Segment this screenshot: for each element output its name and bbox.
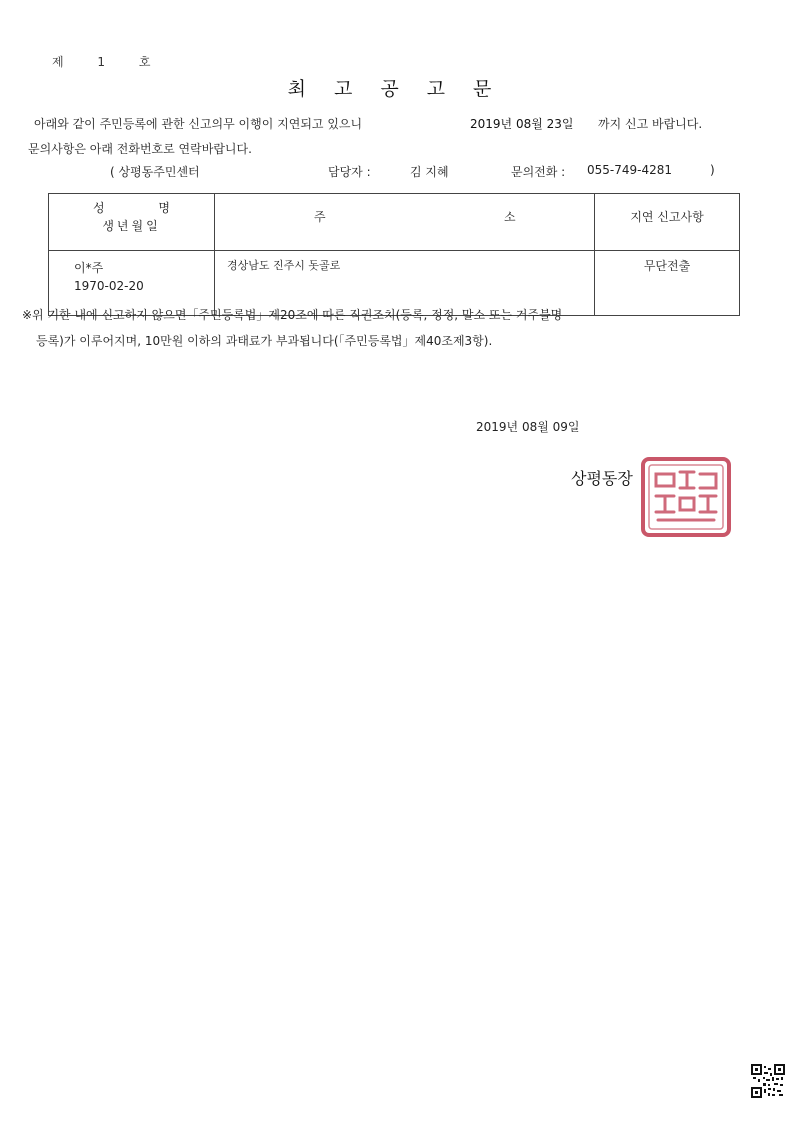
- intro-text-line1-end: 까지 신고 바랍니다.: [598, 117, 703, 131]
- person-name: 이*주: [74, 261, 104, 275]
- deadline-date: 2019년 08월 23일: [470, 117, 574, 131]
- intro-text-line2: 문의사항은 아래 전화번호로 연락바랍니다.: [28, 142, 252, 156]
- phone-label: 문의전화 :: [511, 165, 566, 179]
- qr-code-icon: [751, 1064, 785, 1098]
- header-address-char1: 주: [314, 210, 326, 224]
- office-name: ( 상평동주민센터: [110, 165, 200, 179]
- official-seal-icon: [640, 456, 732, 538]
- notice-note-line1: ※위 기한 내에 신고하지 않으면「주민등록법」제20조에 따른 직권조치(등록, 정정, 말소 또는 거주불명: [22, 308, 563, 322]
- phone-number: 055-749-4281: [587, 163, 673, 177]
- table-header-row: [49, 194, 740, 251]
- header-status: 지연 신고사항: [595, 194, 740, 251]
- notice-table: [48, 193, 740, 316]
- contact-close-paren: ): [710, 163, 715, 177]
- header-name: 성 명: [93, 201, 170, 215]
- header-address: [215, 194, 595, 251]
- document-number: 제 1 호: [52, 55, 151, 69]
- intro-text-line1: 아래와 같이 주민등록에 관한 신고의무 이행이 지연되고 있으니: [34, 117, 363, 131]
- delayed-report-status: 무단전출: [595, 251, 740, 316]
- notice-note-line2: 등록)가 이루어지며, 10만원 이하의 과태료가 부과됩니다(「주민등록법」제40조제3항).: [36, 334, 493, 348]
- manager-name: 김 지혜: [410, 165, 449, 179]
- manager-label: 담당자 :: [328, 165, 371, 179]
- person-address: 경상남도 진주시 돗골로: [215, 251, 595, 316]
- header-name-birth: [49, 194, 215, 251]
- person-birth: 1970-02-20: [74, 279, 144, 293]
- issuer-title: 상평동장: [571, 469, 633, 488]
- header-address-char2: 소: [504, 210, 516, 224]
- header-birth: 생년월일: [102, 219, 161, 233]
- issue-date: 2019년 08월 09일: [476, 420, 580, 434]
- page-title: 최고공고문: [287, 78, 520, 100]
